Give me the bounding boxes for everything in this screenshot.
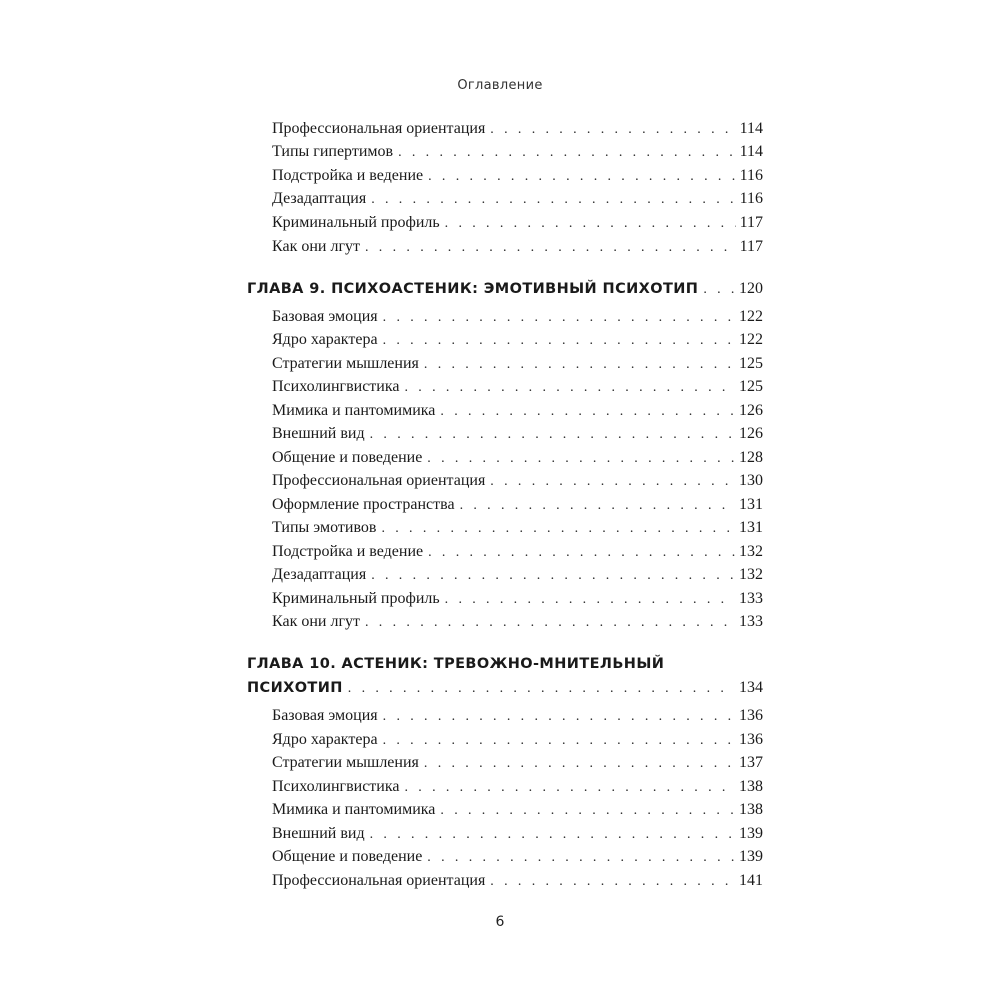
toc-entry[interactable] [272, 518, 763, 539]
dot-leader [383, 731, 735, 751]
dot-leader [490, 472, 735, 492]
toc-entry[interactable] [272, 730, 763, 751]
dot-leader [703, 280, 735, 300]
toc-entry-page: 133 [739, 590, 763, 607]
toc-entry-title: Подстройка и ведение [272, 543, 424, 560]
toc-chapter-title: ГЛАВА 9. ПСИХОАСТЕНИК: ЭМОТИВНЫЙ ПСИХОТИП [247, 281, 699, 297]
toc-entry[interactable] [272, 589, 763, 610]
toc-chapter-10-title-line1[interactable]: ГЛАВА 10. АСТЕНИК: ТРЕВОЖНО-МНИТЕЛЬНЫЙ [247, 656, 665, 672]
toc-entry[interactable] [272, 777, 763, 798]
toc-entry[interactable] [272, 142, 763, 163]
dot-leader [383, 308, 735, 328]
toc-entry-page: 132 [739, 543, 763, 560]
toc-entry-title: Ядро характера [272, 731, 378, 748]
dot-leader [365, 238, 736, 258]
toc-entry-page: 128 [739, 449, 763, 466]
toc-chapter-page: 120 [739, 280, 763, 297]
toc-entry[interactable] [272, 847, 763, 868]
toc-entry-title: Оформление пространства [272, 496, 455, 513]
toc-entry[interactable] [272, 448, 763, 469]
toc-entry-page: 133 [739, 613, 763, 630]
toc-entry-title: Профессиональная ориентация [272, 120, 486, 137]
toc-entry-title: Криминальный профиль [272, 590, 440, 607]
toc-entry[interactable] [272, 330, 763, 351]
toc-chapter-title: ПСИХОТИП [247, 680, 343, 696]
toc-chapter-9[interactable] [247, 279, 763, 300]
toc-entry[interactable] [272, 542, 763, 563]
toc-entry[interactable] [272, 824, 763, 845]
toc-entry-title: Общение и поведение [272, 848, 423, 865]
toc-entry-page: 117 [739, 214, 763, 231]
dot-leader [398, 143, 736, 163]
toc-entry-title: Дезадаптация [272, 190, 367, 207]
toc-entry-title: Ядро характера [272, 331, 378, 348]
dot-leader [371, 190, 735, 210]
dot-leader [424, 355, 735, 375]
dot-leader [404, 378, 735, 398]
toc-entry-title: Психолингвистика [272, 378, 400, 395]
toc-entry-title: Как они лгут [272, 613, 360, 630]
toc-entry-page: 138 [739, 801, 763, 818]
toc-entry-page: 126 [739, 425, 763, 442]
dot-leader [440, 801, 735, 821]
toc-entry-page: 139 [739, 848, 763, 865]
dot-leader [445, 590, 735, 610]
toc-entry-page: 139 [739, 825, 763, 842]
toc-entry-page: 131 [739, 496, 763, 513]
toc-entry[interactable] [272, 706, 763, 727]
dot-leader [440, 402, 735, 422]
dot-leader [365, 613, 735, 633]
dot-leader [427, 848, 735, 868]
page-number: 6 [495, 914, 505, 930]
toc-chapter-page: 134 [739, 679, 763, 696]
dot-leader [404, 778, 735, 798]
toc-entry-title: Внешний вид [272, 825, 365, 842]
dot-leader [371, 566, 735, 586]
toc-entry-title: Типы эмотивов [272, 519, 377, 536]
dot-leader [370, 825, 735, 845]
dot-leader [383, 331, 735, 351]
toc-entry-page: 114 [739, 120, 763, 137]
toc-entry-page: 131 [739, 519, 763, 536]
toc-entry[interactable] [272, 871, 763, 892]
toc-entry[interactable] [272, 495, 763, 516]
toc-entry[interactable] [272, 800, 763, 821]
toc-entry[interactable] [272, 377, 763, 398]
toc-entry-page: 132 [739, 566, 763, 583]
running-head: Оглавление [457, 78, 543, 93]
toc-entry-title: Стратегии мышления [272, 355, 419, 372]
toc-entry-title: Мимика и пантомимика [272, 402, 436, 419]
toc-entry[interactable] [272, 753, 763, 774]
toc-entry-title: Дезадаптация [272, 566, 367, 583]
toc-entry-title: Криминальный профиль [272, 214, 440, 231]
toc-entry[interactable] [272, 307, 763, 328]
toc-entry[interactable] [272, 237, 763, 258]
toc-entry-title: Как они лгут [272, 238, 360, 255]
toc-entry-page: 137 [739, 754, 763, 771]
toc-entry[interactable] [272, 354, 763, 375]
dot-leader [490, 120, 735, 140]
toc-entry-page: 122 [739, 308, 763, 325]
dot-leader [428, 167, 735, 187]
toc-entry-page: 138 [739, 778, 763, 795]
dot-leader [348, 679, 735, 699]
toc-entry-title: Профессиональная ориентация [272, 472, 486, 489]
toc-entry-page: 117 [739, 238, 763, 255]
dot-leader [427, 449, 735, 469]
toc-entry-page: 126 [739, 402, 763, 419]
toc-entry[interactable] [272, 612, 763, 633]
dot-leader [370, 425, 735, 445]
toc-entry-page: 125 [739, 378, 763, 395]
toc-entry[interactable] [272, 471, 763, 492]
toc-entry-title: Общение и поведение [272, 449, 423, 466]
toc-entry-title: Базовая эмоция [272, 308, 378, 325]
dot-leader [428, 543, 735, 563]
toc-entry-title: Профессиональная ориентация [272, 872, 486, 889]
dot-leader [460, 496, 735, 516]
toc-entry[interactable] [272, 565, 763, 586]
toc-entry-page: 116 [739, 190, 763, 207]
toc-entry-page: 125 [739, 355, 763, 372]
toc-entry[interactable] [272, 401, 763, 422]
toc-entry-page: 114 [739, 143, 763, 160]
toc-entry-page: 130 [739, 472, 763, 489]
toc-entry-title: Мимика и пантомимика [272, 801, 436, 818]
toc-entry-page: 136 [739, 731, 763, 748]
toc-entry-title: Подстройка и ведение [272, 167, 424, 184]
dot-leader [445, 214, 736, 234]
toc-entry[interactable] [272, 213, 763, 234]
dot-leader [490, 872, 735, 892]
toc-entry-title: Типы гипертимов [272, 143, 394, 160]
toc-entry[interactable] [272, 166, 763, 187]
toc-entry-page: 141 [739, 872, 763, 889]
toc-entry-page: 116 [739, 167, 763, 184]
toc-entry-title: Базовая эмоция [272, 707, 378, 724]
toc-entry[interactable] [272, 424, 763, 445]
toc-entry-title: Психолингвистика [272, 778, 400, 795]
dot-leader [424, 754, 735, 774]
toc-entry-page: 122 [739, 331, 763, 348]
toc-entry-title: Стратегии мышления [272, 754, 419, 771]
toc-entry-page: 136 [739, 707, 763, 724]
toc-entry-title: Внешний вид [272, 425, 365, 442]
toc-entry[interactable] [272, 119, 763, 140]
toc-chapter-10[interactable] [247, 678, 763, 699]
dot-leader [381, 519, 735, 539]
toc-entry[interactable] [272, 189, 763, 210]
dot-leader [383, 707, 735, 727]
